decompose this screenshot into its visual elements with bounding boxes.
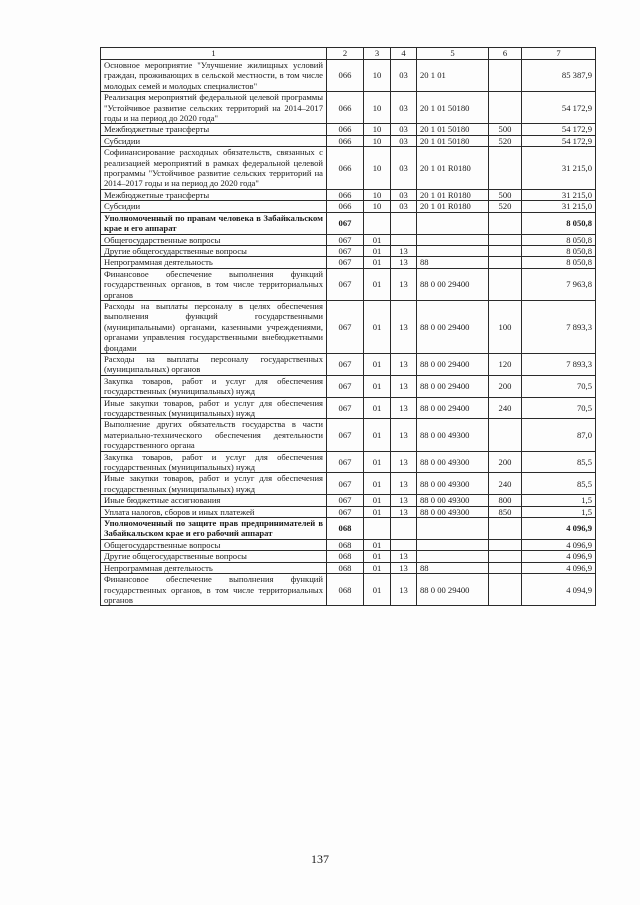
target-article-cell: 88 0 00 29400	[417, 300, 489, 353]
expense-type-cell: 800	[489, 495, 522, 506]
subsection-code-cell: 13	[391, 245, 417, 256]
amount-cell: 54 172,9	[522, 135, 596, 146]
amount-cell: 54 172,9	[522, 124, 596, 135]
target-article-cell: 88 0 00 29400	[417, 397, 489, 419]
amount-cell: 70,5	[522, 375, 596, 397]
admin-code-cell: 066	[327, 92, 364, 124]
expense-name-cell: Субсидии	[101, 201, 327, 212]
subsection-code-cell: 13	[391, 473, 417, 495]
table-row	[101, 574, 596, 606]
table-row	[101, 189, 596, 200]
amount-cell: 8 050,8	[522, 212, 596, 234]
table-row	[101, 518, 596, 540]
target-article-cell: 88 0 00 29400	[417, 375, 489, 397]
table-row	[101, 419, 596, 451]
admin-code-cell: 067	[327, 419, 364, 451]
subsection-code-cell: 13	[391, 375, 417, 397]
subsection-code-cell: 03	[391, 147, 417, 190]
amount-cell: 1,5	[522, 506, 596, 517]
expense-type-cell	[489, 212, 522, 234]
admin-code-cell: 066	[327, 189, 364, 200]
admin-code-cell: 068	[327, 551, 364, 562]
admin-code-cell: 067	[327, 495, 364, 506]
table-row	[101, 539, 596, 550]
target-article-cell	[417, 234, 489, 245]
expense-type-cell	[489, 257, 522, 268]
page-number: 137	[311, 852, 329, 866]
expense-name-cell: Софинансирование расходных обязательств, связанных с реализацией мероприятий в рамках федеральной целевой программы "Устойчивое развитие сельских территорий на 2014–2017 годы и на период до 2020 года"	[101, 147, 327, 190]
expense-type-cell: 120	[489, 353, 522, 375]
table-row	[101, 551, 596, 562]
expense-name-cell: Уполномоченный по правам человека в Забайкальском крае и его аппарат	[101, 212, 327, 234]
subsection-code-cell: 13	[391, 419, 417, 451]
subsection-code-cell: 03	[391, 189, 417, 200]
expense-name-cell: Другие общегосударственные вопросы	[101, 551, 327, 562]
subsection-code-cell: 13	[391, 551, 417, 562]
expense-type-cell: 520	[489, 135, 522, 146]
table-row	[101, 495, 596, 506]
subsection-code-cell: 13	[391, 397, 417, 419]
admin-code-cell: 067	[327, 268, 364, 300]
section-code-cell: 01	[364, 419, 391, 451]
amount-cell: 4 096,9	[522, 562, 596, 573]
table-row	[101, 257, 596, 268]
subsection-code-cell: 03	[391, 135, 417, 146]
header-col-7: 7	[522, 48, 596, 60]
expense-type-cell	[489, 551, 522, 562]
table-row	[101, 451, 596, 473]
subsection-code-cell: 13	[391, 268, 417, 300]
table-row	[101, 375, 596, 397]
expense-type-cell: 500	[489, 189, 522, 200]
amount-cell: 4 094,9	[522, 574, 596, 606]
expense-name-cell: Финансовое обеспечение выполнения функций государственных органов, в том числе территориальных органов	[101, 574, 327, 606]
expense-type-cell	[489, 539, 522, 550]
expense-type-cell: 100	[489, 300, 522, 353]
table-row	[101, 147, 596, 190]
expense-name-cell: Финансовое обеспечение выполнения функций государственных органов, в том числе территориальных органов	[101, 268, 327, 300]
header-col-1: 1	[101, 48, 327, 60]
subsection-code-cell: 13	[391, 257, 417, 268]
admin-code-cell: 066	[327, 60, 364, 92]
admin-code-cell: 067	[327, 375, 364, 397]
expense-name-cell: Иные закупки товаров, работ и услуг для обеспечения государственных (муниципальных) нужд	[101, 397, 327, 419]
expense-type-cell: 240	[489, 397, 522, 419]
admin-code-cell: 067	[327, 397, 364, 419]
expense-type-cell: 500	[489, 124, 522, 135]
table-row	[101, 92, 596, 124]
expense-name-cell: Реализация мероприятий федеральной целевой программы "Устойчивое развитие сельских территорий на 2014–2017 годы и на период до 2020 года"	[101, 92, 327, 124]
subsection-code-cell: 13	[391, 300, 417, 353]
target-article-cell: 88 0 00 29400	[417, 268, 489, 300]
admin-code-cell: 067	[327, 234, 364, 245]
table-row	[101, 473, 596, 495]
section-code-cell: 01	[364, 397, 391, 419]
subsection-code-cell: 13	[391, 506, 417, 517]
subsection-code-cell: 13	[391, 353, 417, 375]
table-row	[101, 135, 596, 146]
table-row	[101, 60, 596, 92]
section-code-cell: 01	[364, 375, 391, 397]
subsection-code-cell: 13	[391, 451, 417, 473]
expense-type-cell	[489, 562, 522, 573]
amount-cell: 54 172,9	[522, 92, 596, 124]
header-col-3: 3	[364, 48, 391, 60]
expense-type-cell: 200	[489, 451, 522, 473]
admin-code-cell: 067	[327, 353, 364, 375]
section-code-cell: 01	[364, 562, 391, 573]
header-col-5: 5	[417, 48, 489, 60]
expense-type-cell	[489, 147, 522, 190]
table-row	[101, 353, 596, 375]
amount-cell: 7 893,3	[522, 353, 596, 375]
amount-cell: 31 215,0	[522, 147, 596, 190]
expense-name-cell: Закупка товаров, работ и услуг для обеспечения государственных (муниципальных) нужд	[101, 451, 327, 473]
amount-cell: 8 050,8	[522, 234, 596, 245]
expense-name-cell: Непрограммная деятельность	[101, 562, 327, 573]
expense-type-cell	[489, 60, 522, 92]
target-article-cell	[417, 539, 489, 550]
section-code-cell	[364, 518, 391, 540]
expense-name-cell: Расходы на выплаты персоналу в целях обеспечения выполнения функций государственными (муниципальными) органами, казенными учреждениями, органами управления государственными внебюджетными фондами	[101, 300, 327, 353]
expense-name-cell: Общегосударственные вопросы	[101, 234, 327, 245]
target-article-cell: 88 0 00 29400	[417, 574, 489, 606]
section-code-cell: 01	[364, 245, 391, 256]
subsection-code-cell	[391, 539, 417, 550]
header-col-2: 2	[327, 48, 364, 60]
expense-name-cell: Иные бюджетные ассигнования	[101, 495, 327, 506]
admin-code-cell: 067	[327, 506, 364, 517]
expense-name-cell: Непрограммная деятельность	[101, 257, 327, 268]
amount-cell: 8 050,8	[522, 257, 596, 268]
target-article-cell: 88	[417, 257, 489, 268]
admin-code-cell: 067	[327, 245, 364, 256]
expense-type-cell	[489, 419, 522, 451]
table-row	[101, 201, 596, 212]
section-code-cell: 10	[364, 135, 391, 146]
section-code-cell: 01	[364, 473, 391, 495]
amount-cell: 7 963,8	[522, 268, 596, 300]
target-article-cell: 20 1 01 R0180	[417, 201, 489, 212]
section-code-cell: 01	[364, 268, 391, 300]
admin-code-cell: 066	[327, 147, 364, 190]
table-row	[101, 562, 596, 573]
target-article-cell: 20 1 01 R0180	[417, 147, 489, 190]
section-code-cell: 01	[364, 257, 391, 268]
admin-code-cell: 066	[327, 124, 364, 135]
target-article-cell: 20 1 01 R0180	[417, 189, 489, 200]
section-code-cell: 10	[364, 201, 391, 212]
expense-name-cell: Уплата налогов, сборов и иных платежей	[101, 506, 327, 517]
expense-name-cell: Субсидии	[101, 135, 327, 146]
expense-name-cell: Межбюджетные трансферты	[101, 124, 327, 135]
section-code-cell: 10	[364, 124, 391, 135]
expense-type-cell	[489, 92, 522, 124]
budget-table	[100, 47, 596, 606]
section-code-cell: 01	[364, 300, 391, 353]
expense-name-cell: Другие общегосударственные вопросы	[101, 245, 327, 256]
amount-cell: 85,5	[522, 451, 596, 473]
amount-cell: 7 893,3	[522, 300, 596, 353]
target-article-cell: 88	[417, 562, 489, 573]
section-code-cell: 01	[364, 506, 391, 517]
section-code-cell: 01	[364, 574, 391, 606]
section-code-cell: 10	[364, 60, 391, 92]
expense-name-cell: Межбюджетные трансферты	[101, 189, 327, 200]
expense-name-cell: Закупка товаров, работ и услуг для обеспечения государственных (муниципальных) нужд	[101, 375, 327, 397]
admin-code-cell: 068	[327, 574, 364, 606]
expense-type-cell: 850	[489, 506, 522, 517]
admin-code-cell: 068	[327, 518, 364, 540]
admin-code-cell: 067	[327, 451, 364, 473]
section-code-cell: 10	[364, 92, 391, 124]
section-code-cell: 01	[364, 539, 391, 550]
subsection-code-cell: 13	[391, 574, 417, 606]
target-article-cell: 88 0 00 49300	[417, 506, 489, 517]
table-row	[101, 234, 596, 245]
table-row	[101, 124, 596, 135]
target-article-cell	[417, 212, 489, 234]
expense-name-cell: Выполнение других обязательств государства в части материально-технического обеспечения деятельности государственного органа	[101, 419, 327, 451]
target-article-cell: 20 1 01	[417, 60, 489, 92]
expense-name-cell: Уполномоченный по защите прав предпринимателей в Забайкальском крае и его рабочий аппарат	[101, 518, 327, 540]
admin-code-cell: 067	[327, 212, 364, 234]
expense-type-cell	[489, 268, 522, 300]
admin-code-cell: 066	[327, 201, 364, 212]
target-article-cell: 88 0 00 49300	[417, 495, 489, 506]
admin-code-cell: 068	[327, 539, 364, 550]
amount-cell: 31 215,0	[522, 189, 596, 200]
amount-cell: 8 050,8	[522, 245, 596, 256]
table-row	[101, 245, 596, 256]
expense-type-cell	[489, 574, 522, 606]
subsection-code-cell: 03	[391, 60, 417, 92]
target-article-cell	[417, 551, 489, 562]
target-article-cell: 88 0 00 49300	[417, 473, 489, 495]
section-code-cell: 10	[364, 189, 391, 200]
subsection-code-cell: 13	[391, 562, 417, 573]
expense-type-cell: 240	[489, 473, 522, 495]
amount-cell: 4 096,9	[522, 518, 596, 540]
target-article-cell: 20 1 01 50180	[417, 135, 489, 146]
subsection-code-cell	[391, 212, 417, 234]
table-row	[101, 506, 596, 517]
admin-code-cell: 067	[327, 300, 364, 353]
expense-type-cell: 520	[489, 201, 522, 212]
subsection-code-cell: 13	[391, 495, 417, 506]
amount-cell: 85,5	[522, 473, 596, 495]
amount-cell: 87,0	[522, 419, 596, 451]
expense-name-cell: Общегосударственные вопросы	[101, 539, 327, 550]
target-article-cell	[417, 518, 489, 540]
subsection-code-cell: 03	[391, 92, 417, 124]
expense-name-cell: Иные закупки товаров, работ и услуг для обеспечения государственных (муниципальных) нужд	[101, 473, 327, 495]
expense-type-cell	[489, 234, 522, 245]
amount-cell: 31 215,0	[522, 201, 596, 212]
section-code-cell: 10	[364, 147, 391, 190]
header-col-4: 4	[391, 48, 417, 60]
admin-code-cell: 067	[327, 473, 364, 495]
subsection-code-cell: 03	[391, 201, 417, 212]
amount-cell: 4 096,9	[522, 539, 596, 550]
target-article-cell: 88 0 00 29400	[417, 353, 489, 375]
subsection-code-cell: 03	[391, 124, 417, 135]
section-code-cell: 01	[364, 451, 391, 473]
admin-code-cell: 067	[327, 257, 364, 268]
table-row	[101, 300, 596, 353]
amount-cell: 85 387,9	[522, 60, 596, 92]
expense-type-cell	[489, 518, 522, 540]
target-article-cell: 20 1 01 50180	[417, 92, 489, 124]
admin-code-cell: 066	[327, 135, 364, 146]
target-article-cell	[417, 245, 489, 256]
section-code-cell: 01	[364, 353, 391, 375]
target-article-cell: 88 0 00 49300	[417, 451, 489, 473]
target-article-cell: 88 0 00 49300	[417, 419, 489, 451]
table-row	[101, 212, 596, 234]
amount-cell: 1,5	[522, 495, 596, 506]
expense-name-cell: Основное мероприятие "Улучшение жилищных условий граждан, проживающих в сельской местности, в том числе молодых семей и молодых специалистов"	[101, 60, 327, 92]
header-row	[101, 48, 596, 60]
expense-type-cell: 200	[489, 375, 522, 397]
amount-cell: 4 096,9	[522, 551, 596, 562]
section-code-cell: 01	[364, 234, 391, 245]
table-body	[101, 60, 596, 606]
amount-cell: 70,5	[522, 397, 596, 419]
header-col-6: 6	[489, 48, 522, 60]
target-article-cell: 20 1 01 50180	[417, 124, 489, 135]
section-code-cell	[364, 212, 391, 234]
section-code-cell: 01	[364, 495, 391, 506]
subsection-code-cell	[391, 518, 417, 540]
expense-name-cell: Расходы на выплаты персоналу государственных (муниципальных) органов	[101, 353, 327, 375]
table-row	[101, 397, 596, 419]
table-row	[101, 268, 596, 300]
expense-type-cell	[489, 245, 522, 256]
subsection-code-cell	[391, 234, 417, 245]
section-code-cell: 01	[364, 551, 391, 562]
admin-code-cell: 068	[327, 562, 364, 573]
